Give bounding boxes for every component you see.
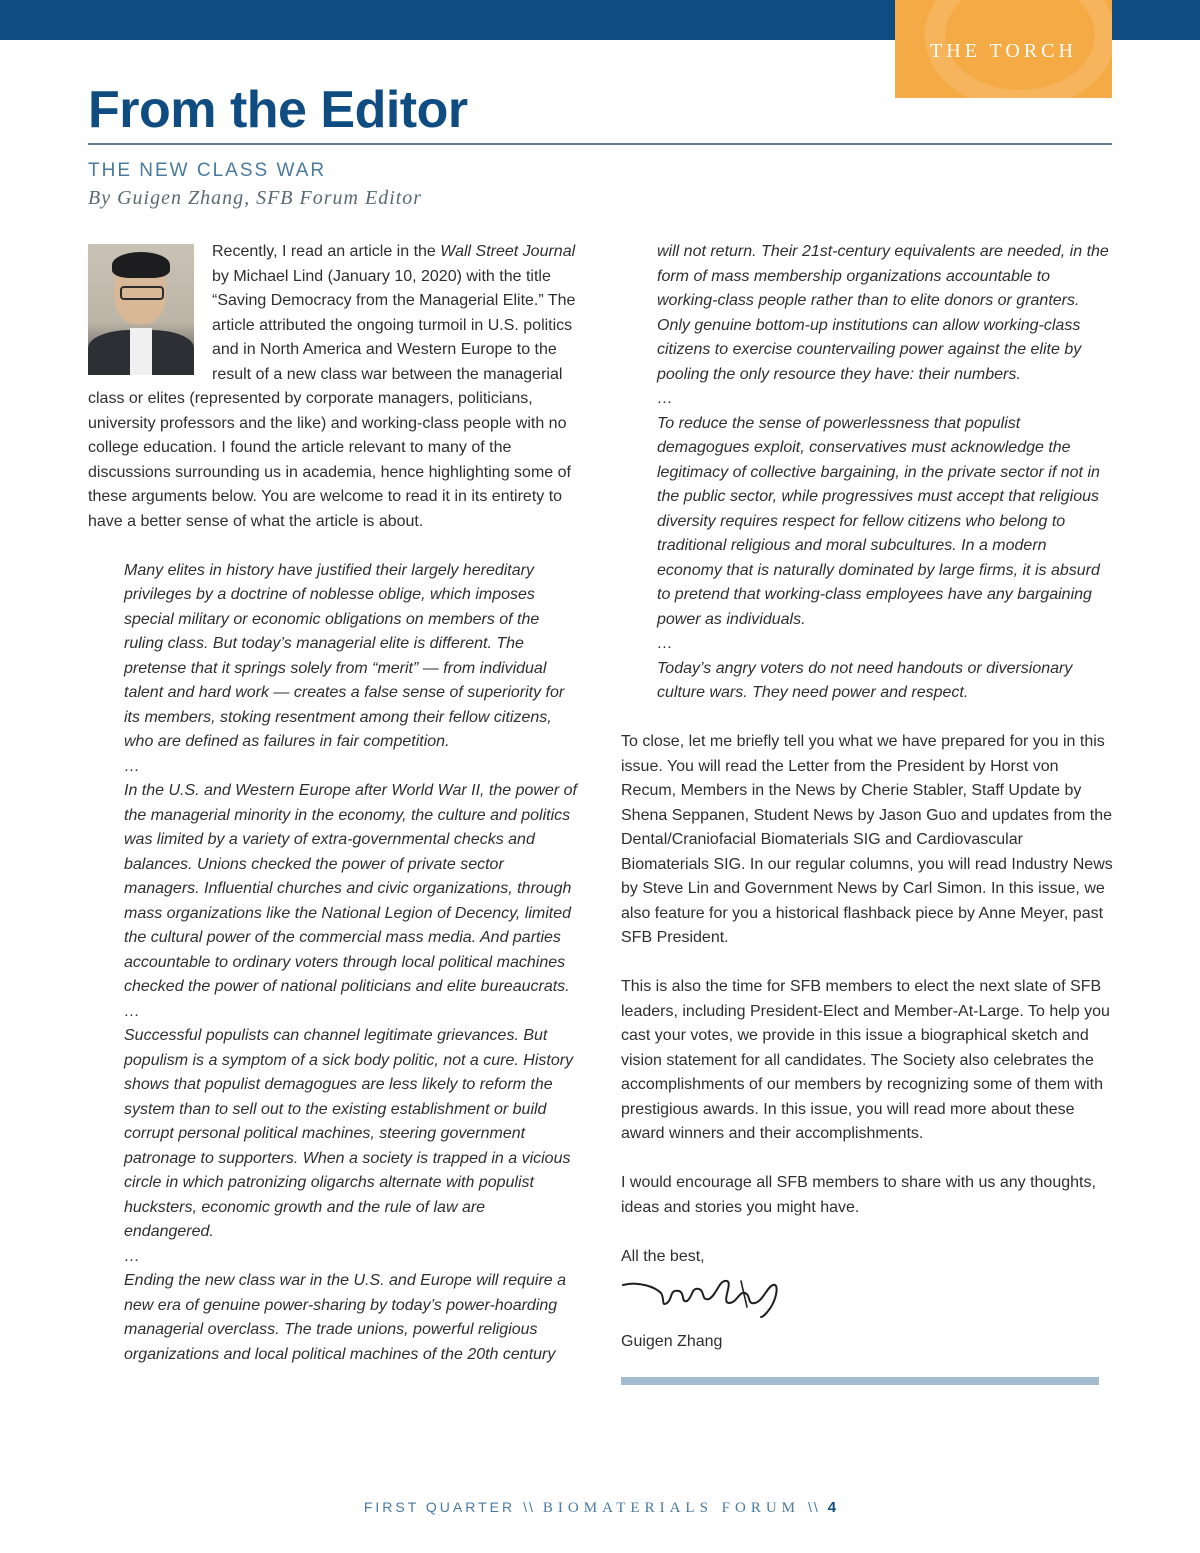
spacer [621, 1147, 1113, 1172]
journal-name: Wall Street Journal [440, 243, 576, 260]
footer-quarter: FIRST QUARTER [363, 1499, 516, 1515]
quote-ellipsis: … [657, 390, 673, 407]
right-column [621, 240, 1113, 1354]
page-footer [0, 1499, 1200, 1517]
intro-text-1: Recently, I read an article in the [212, 243, 441, 260]
spacer [621, 1220, 1113, 1245]
quote-ellipsis: … [124, 1247, 140, 1265]
footer-separator: \\ [523, 1499, 535, 1515]
quote-ellipsis: … [124, 757, 140, 775]
signoff-greeting: All the best, [621, 1247, 705, 1265]
bottom-accent-bar [621, 1377, 1099, 1385]
article-title: THE NEW CLASS WAR [88, 160, 327, 181]
quote-ellipsis: … [124, 1002, 140, 1020]
intro-text-2: by Michael Lind (January 10, 2020) with the title “Saving Democracy from the Managerial Elite.” The article attributed the ongoing turmoil in U.S. politics and in North America and Western Europe to the result of a new class war between the managerial class or elites (represented by corporate managers, politicians, university professors and the like) and working-class people with no college education. I found the article relevant to many of the discussions surrounding us in academia, hence highlighting some of these arguments below. You are welcome to read it in its entirety to have a better sense of what the article is about. [88, 267, 576, 530]
left-column [88, 240, 578, 1367]
page-number: 4 [827, 1499, 837, 1516]
quote-continuation: will not return. Their 21st-century equivalents are needed, in the form of mass membership organizations accountable to working-class people rather than to elite donors or granters. Only genuine bottom-up institutions can allow working-class citizens to exercise countervailing power against the elite by pooling the only resource they have: their numbers. [657, 243, 1109, 383]
author-name: Guigen Zhang [621, 1332, 723, 1350]
page-title: From the Editor [88, 81, 468, 139]
author-photo [88, 244, 194, 375]
torch-tab-label: THE TORCH [930, 40, 1077, 62]
photo-hair [112, 252, 170, 278]
quote-ellipsis: … [657, 635, 673, 652]
handwritten-signature [621, 1273, 1113, 1328]
spacer [621, 951, 1113, 976]
footer-separator: \\ [808, 1499, 820, 1515]
article-byline: By Guigen Zhang, SFB Forum Editor [88, 187, 423, 209]
the-torch-tab [895, 0, 1112, 98]
quote-paragraph: Many elites in history have justified their largely hereditary privileges by a doctrine of noblesse oblige, which imposes special military or economic obligations on members of the ruling class. But today’s managerial elite is different. The pretense that it springs solely from “merit” — from individual talent and hard work — creates a false sense of superiority for its members, stoking resentment among their fellow citizens, who are defined as failures in fair competition. [124, 561, 565, 750]
quote-paragraph: In the U.S. and Western Europe after World War II, the power of the managerial minority in the economy, the culture and politics was limited by a variety of extra-governmental checks and balances. Unions checked the power of private sector managers. Influential churches and civic organizations, through mass organizations like the National Legion of Decency, limited the cultural power of the commercial mass media. And parties accountable to ordinary voters through local political machines checked the power of national politicians and elite bureaucrats. [124, 782, 577, 995]
quote-paragraph: To reduce the sense of powerlessness that populist demagogues exploit, conservatives must acknowledge the legitimacy of collective bargaining, in the private sector if not in the public sector, while progressives must accept that religious diversity requires respect for fellow citizens who belong to traditional religious and moral subcultures. In a modern economy that is naturally dominated by large firms, it is absurd to pretend that working-class employees have any bargaining power as individuals. [657, 414, 1100, 628]
quote-paragraph: Successful populists can channel legitimate grievances. But populism is a symptom of a sick body politic, not a cure. History shows that populist demagogues are less likely to reform the system than to sell out to the existing establishment or build corrupt personal political machines, steering government patronage to supporters. When a society is trapped in a vicious circle in which patronizing oligarchs alternate with populist hucksters, economic growth and the rule of law are endangered. [124, 1027, 574, 1240]
closing-paragraph: To close, let me briefly tell you what we have prepared for you in this issue. You will read the Letter from the President by Horst von Recum, Members in the News by Cherie Stabler, Staff Update by Shena Seppanen, Student News by Jason Guo and updates from the Dental/Craniofacial Biomaterials SIG and Cardiovascular Biomaterials SIG. In our regular columns, you will read Industry News by Steve Lin and Government News by Carl Simon. In this issue, we also feature for you a historical flashback piece by Anne Meyer, past SFB President. [621, 733, 1113, 946]
spacer [88, 534, 578, 559]
spacer [621, 706, 1113, 731]
quote-paragraph: Ending the new class war in the U.S. and Europe will require a new era of genuine power-sharing by today’s power-hoarding managerial overclass. The trade unions, powerful religious organizations and local political machines of the 20th century [124, 1272, 567, 1363]
photo-glasses [120, 286, 164, 300]
quote-paragraph: Today’s angry voters do not need handouts or diversionary culture wars. They need power and respect. [657, 659, 1073, 701]
photo-shirt [130, 328, 152, 375]
closing-paragraph: I would encourage all SFB members to share with us any thoughts, ideas and stories you might have. [621, 1174, 1096, 1216]
footer-publication: BIOMATERIALS FORUM [542, 1500, 801, 1516]
closing-paragraph: This is also the time for SFB members to elect the next slate of SFB leaders, including President-Elect and Member-At-Large. To help you cast your votes, we provide in this issue a biographical sketch and vision statement for all candidates. The Society also celebrates the accomplishments of our members by recognizing some of them with prestigious awards. In this issue, you will read more about these award winners and their accomplishments. [621, 978, 1110, 1142]
title-divider [88, 143, 1112, 145]
